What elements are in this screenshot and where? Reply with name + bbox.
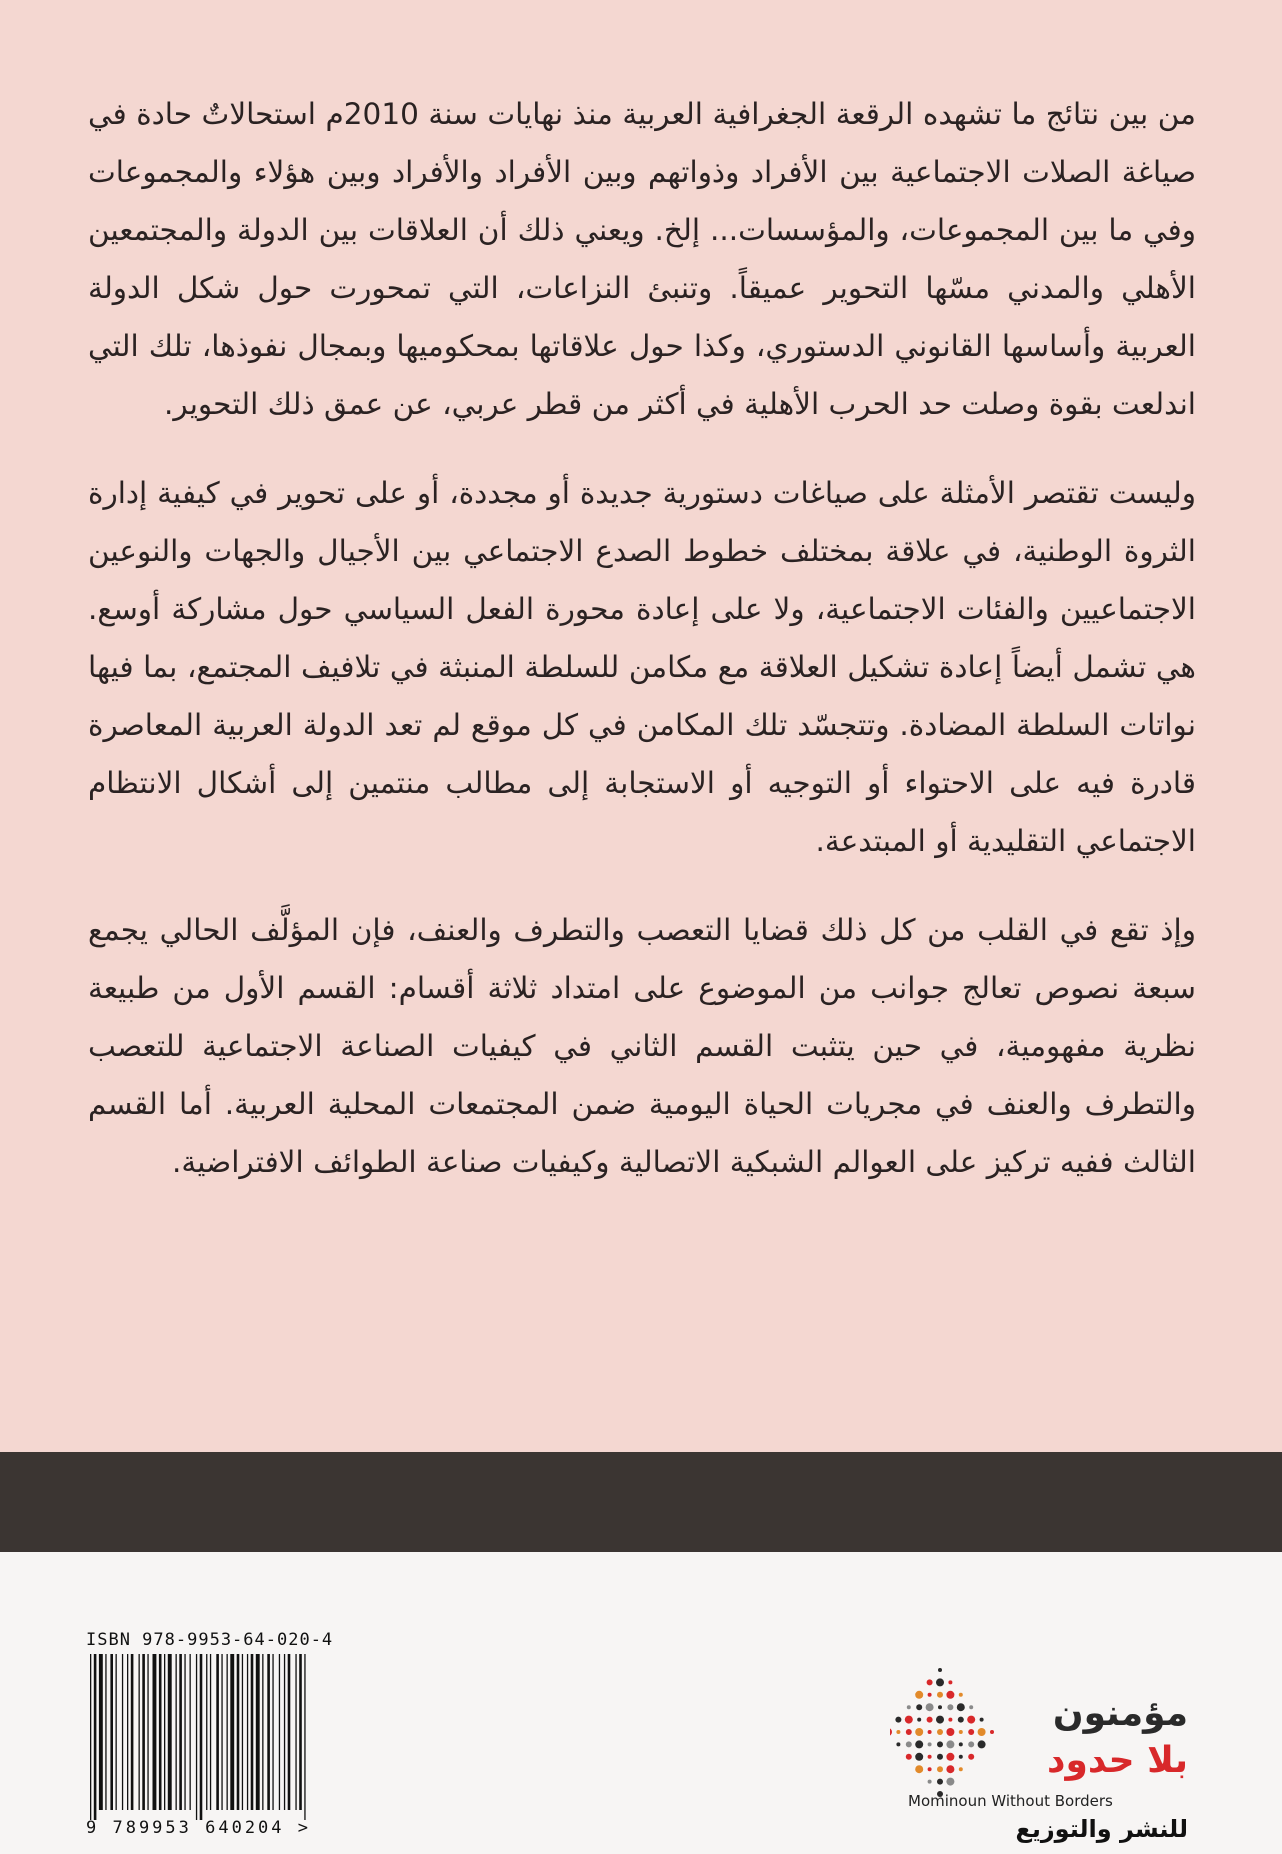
blurb-paragraph-3: وإذ تقع في القلب من كل ذلك قضايا التعصب والتطرف والعنف، فإن المؤلَّف الحالي يجمع سبعة نصوص تعالج جوانب من الموضوع على امتداد ثلاثة أقسام: القسم الأول من طبيعة نظرية مفهومية، في حين يتثبت القسم الثاني في كيفيات الصناعة الاجتماعية للتعصب والتطرف والعنف في مجريات الحياة اليومية ضمن المجتمعات المحلية العربية. أما القسم الثالث ففيه تركيز على العوالم الشبكية الاتصالية وكيفيات صناعة الطوائف الافتراضية.	[88, 913, 1196, 1179]
back-cover-blurb	[88, 85, 1196, 1222]
publisher-name-arabic-line2: بلا حدود	[1047, 1740, 1188, 1781]
barcode-digits: 9 789953 640204 >	[86, 1818, 311, 1838]
publisher-tagline-arabic: للنشر والتوزيع	[1015, 1815, 1188, 1843]
publisher-name-english: Mominoun Without Borders	[908, 1792, 1113, 1810]
dark-divider-band	[0, 1452, 1282, 1552]
publisher-name-arabic-line1: مؤمنون	[1052, 1693, 1188, 1734]
isbn-label: ISBN 978-9953-64-020-4	[86, 1630, 334, 1650]
blurb-paragraph-1: من بين نتائج ما تشهده الرقعة الجغرافية العربية منذ نهايات سنة 2010م استحالاتٌ حادة في صياغة الصلات الاجتماعية بين الأفراد وذواتهم وبين الأفراد والأفراد وبين هؤلاء والمجموعات وفي ما بين المجموعات، والمؤسسات... إلخ. ويعني ذلك أن العلاقات بين الدولة والمجتمعين الأهلي والمدني مسّها التحوير عميقاً. وتنبئ النزاعات، التي تمحورت حول شكل الدولة العربية وأساسها القانوني الدستوري، وكذا حول علاقاتها بمحكوميها وبمجال نفوذها، تلك التي اندلعت بقوة وصلت حد الحرب الأهلية في أكثر من قطر عربي، عن عمق ذلك التحوير.	[88, 97, 1196, 421]
barcode-icon	[86, 1654, 314, 1820]
blurb-paragraph-2: وليست تقتصر الأمثلة على صياغات دستورية جديدة أو مجددة، أو على تحوير في كيفية إدارة الثروة الوطنية، في علاقة بمختلف خطوط الصدع الاجتماعي بين الأجيال والجهات والنوعين الاجتماعيين والفئات الاجتماعية، ولا على إعادة محورة الفعل السياسي حول مشاركة أوسع. هي تشمل أيضاً إعادة تشكيل العلاقة مع مكامن للسلطة المنبثة في تلافيف المجتمع، بما فيها نواتات السلطة المضادة. وتتجسّد تلك المكامن في كل موقع لم تعد الدولة العربية المعاصرة قادرة فيه على الاحتواء أو التوجيه أو الاستجابة إلى مطالب منتمين إلى أشكال الانتظام الاجتماعي التقليدية أو المبتدعة.	[88, 476, 1196, 858]
